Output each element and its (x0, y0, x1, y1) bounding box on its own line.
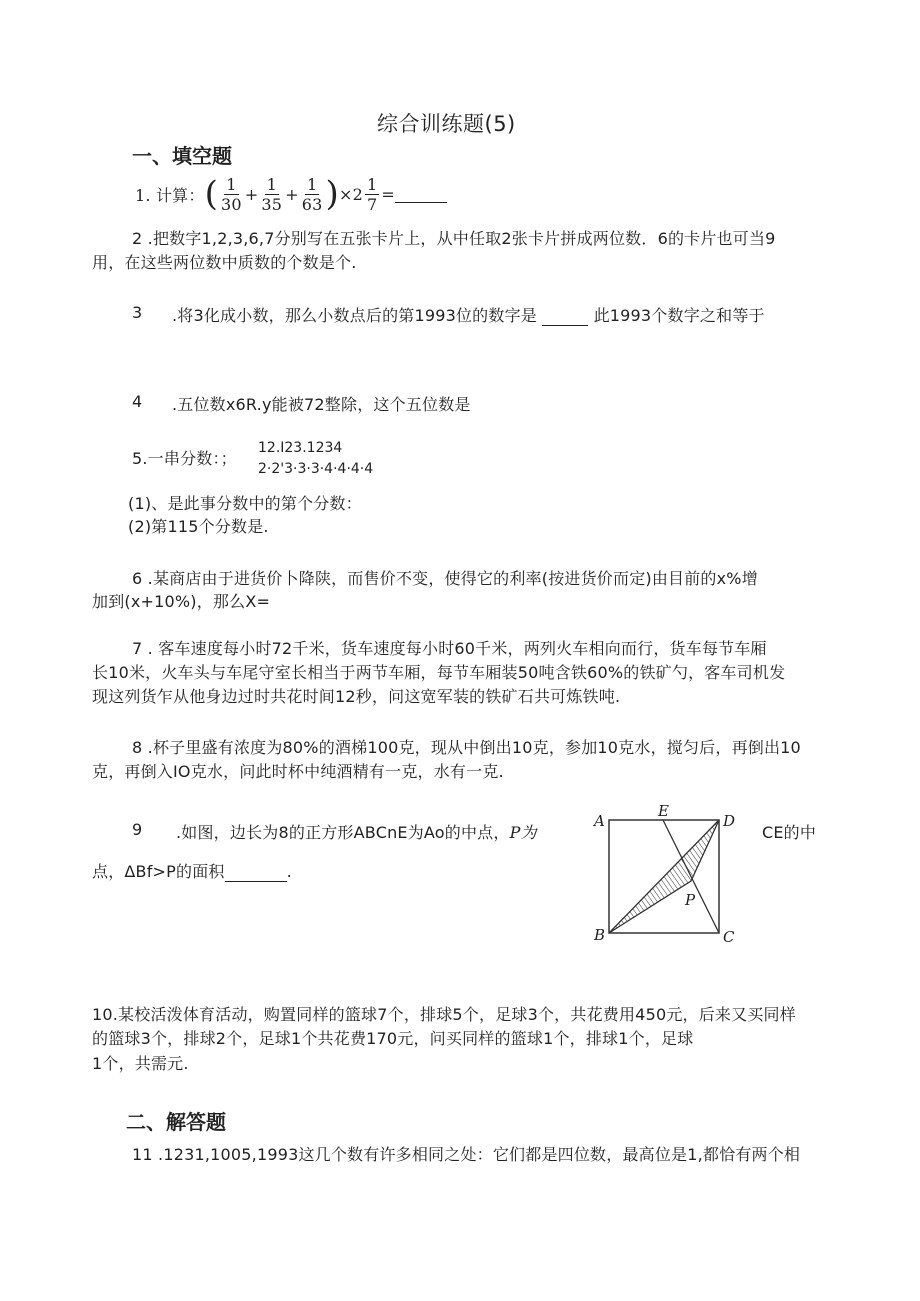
question-5-sub-2: (2)第115个分数是. (128, 517, 269, 536)
question-9-line-2-b: . (286, 862, 292, 881)
question-8-line-2: 克，再倒入IO克水，问此时杯中纯酒精有一克，水有一克. (92, 762, 504, 781)
question-7-line-3: 现这列货乍从他身边过时共花时间12秒，问这宽军装的铁矿石共可炼铁吨. (92, 687, 621, 706)
question-3-answer-blank (542, 309, 588, 326)
question-2-line-1: 2 .把数字1,2,3,6,7分别写在五张卡片上，从中任取2张卡片拼成两位数．6的卡片也可当9 (132, 229, 776, 248)
q1-answer-blank (395, 186, 447, 203)
question-9-number: 9 (132, 820, 143, 839)
question-9-line-2 (92, 859, 292, 882)
q1-prefix: 1. 计算： (135, 185, 205, 205)
q1-open-paren: ( (204, 174, 219, 214)
q1-num-1: 1 (226, 174, 237, 194)
shaded-triangle-bdp (609, 820, 719, 933)
q1-num-2: 1 (266, 174, 277, 194)
q1-den-1: 30 (221, 194, 242, 214)
question-1 (135, 170, 447, 218)
question-3 (172, 303, 765, 326)
question-9-line-2-a: 点，ΔBf>P的面积 (92, 862, 225, 881)
question-10-line-3: 1个，共需元. (92, 1054, 189, 1073)
question-2-line-2: 用，在这些两位数中质数的个数是个. (92, 253, 357, 272)
q1-close-paren: ) (325, 174, 340, 214)
question-3-text-b: 此1993个数字之和等于 (593, 306, 765, 325)
q1-mixed-num: 1 (367, 174, 378, 194)
section-heading-fill: 一、填空题 (132, 144, 232, 168)
question-8-line-1: 8 .杯子里盛有浓度为80%的酒梯100克，现从中倒出10克，参加10克水，搅匀后，再倒出10 (132, 738, 801, 757)
question-6-line-2: 加到(x+10%)，那么X= (92, 592, 271, 611)
question-9-text-a: .如图，边长为8的正方形ABCnE为Ao的中点， (176, 823, 510, 842)
q1-den-2: 35 (261, 194, 283, 214)
question-5-numerators: 12.I23.1234 (258, 440, 343, 456)
q1-plus-1: + (244, 184, 259, 204)
q1-mixed-den: 7 (367, 194, 378, 214)
question-9-answer-blank (225, 865, 287, 882)
question-7-line-1: 7 . 客车速度每小时72千米，货车速度每小时60千米，两列火车相向而行，货车每节车厢 (132, 639, 767, 658)
question-6-line-1: 6 .某商店由于进货价卜降陕，而售价不变，使得它的利率(按进货价而定)由目前的x%增 (132, 569, 758, 588)
label-d: D (723, 812, 736, 830)
question-9-text-b: CE的中 (762, 823, 817, 842)
question-9-p-label: P为 (509, 823, 537, 842)
question-4-text: .五位数x6R.y能被72整除，这个五位数是 (172, 395, 471, 414)
question-3-text-a: .将3化成小数，那么小数点后的第1993位的数字是 (172, 306, 537, 325)
question-5-sub-1: (1)、是此事分数中的第个分数： (128, 494, 362, 513)
question-11-line-1: 11 .1231,1005,1993这几个数有许多相同之处：它们都是四位数，最高位是1,都恰有两个相 (132, 1145, 801, 1164)
question-9-line-1 (176, 820, 537, 843)
question-5-denominators: 2·2'3·3·3·4·4·4·4 (258, 461, 374, 477)
q1-den-3: 63 (301, 194, 323, 214)
square-figure (592, 802, 742, 948)
q1-num-3: 1 (306, 174, 318, 194)
question-7-line-2: 长10米，火车头与车尾守室长相当于两节车厢，每节车厢装50吨含铁60%的铁矿勺，客车司机发 (92, 663, 786, 682)
question-5-lead: 5.一串分数：； (132, 449, 237, 468)
question-10-line-2: 的篮球3个，排球2个，足球1个共花费170元，问买同样的篮球1个，排球1个，足球 (92, 1029, 694, 1048)
label-c: C (723, 928, 735, 946)
label-b: B (594, 926, 606, 944)
page-title: 综合训练题(5) (377, 112, 516, 136)
q1-equals: = (381, 184, 396, 204)
q1-times: ×2 (339, 184, 364, 204)
q1-fraction-1 (220, 175, 243, 214)
q1-mixed-fraction (365, 175, 379, 214)
question-10-line-1: 10.某校活泼体育活动，购置同样的篮球7个，排球5个，足球3个，共花费用450元，后来又买同样 (92, 1005, 796, 1024)
q1-plus-2: + (285, 184, 299, 204)
label-a: A (594, 812, 605, 830)
question-3-number: 3 (132, 303, 143, 322)
q1-fraction-2 (260, 175, 283, 214)
question-4-number: 4 (132, 392, 143, 411)
section-heading-solve: 二、解答题 (126, 1110, 226, 1134)
q1-fraction-3 (301, 175, 324, 214)
label-p: P (685, 891, 696, 909)
label-e: E (658, 802, 669, 820)
